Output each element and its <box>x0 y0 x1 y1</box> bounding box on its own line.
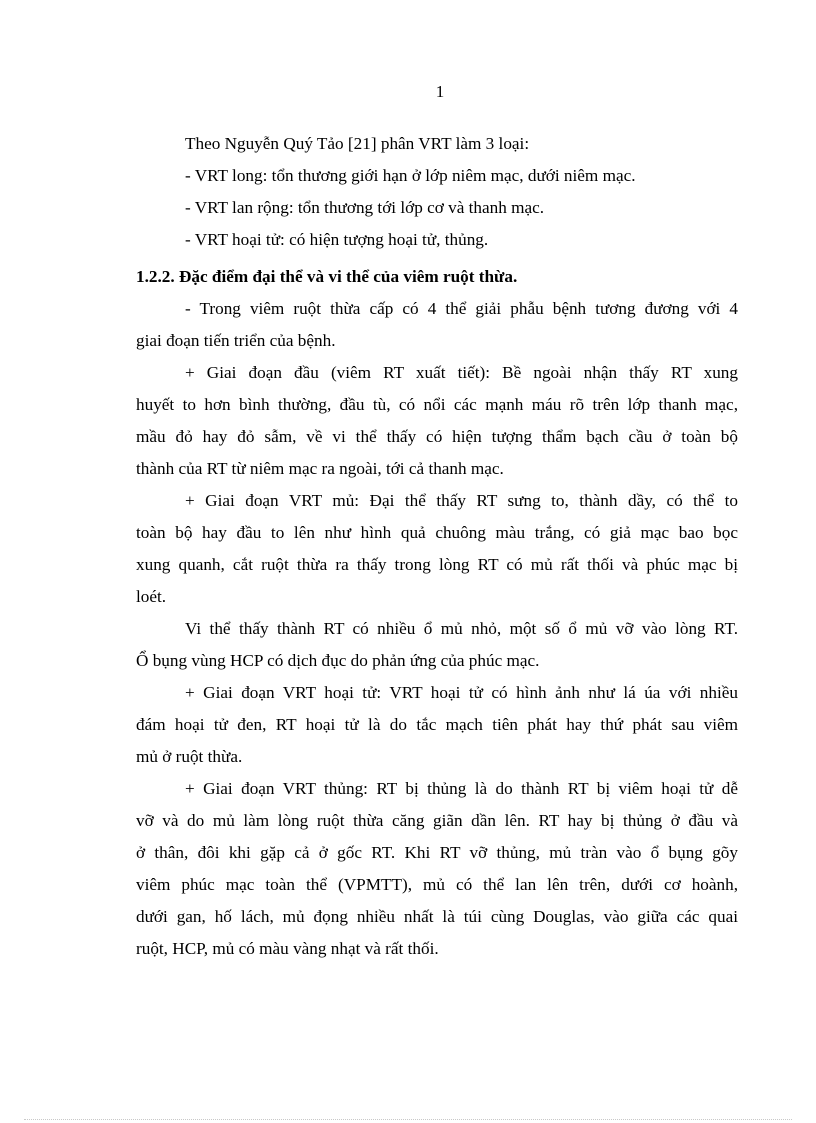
paragraph-line: loét. <box>136 587 167 606</box>
paragraph-line: + Giai đoạn đầu (viêm RT xuất tiết): Bề ngoài nhận thấy RT xung <box>185 363 738 382</box>
paragraph-line: ruột, HCP, mủ có màu vàng nhạt và rất thối. <box>136 939 439 958</box>
paragraph-line: vỡ và do mủ làm lòng ruột thừa căng giãn dần lên. RT hay bị thủng ở đầu và <box>136 811 738 830</box>
section-heading: 1.2.2. Đặc điểm đại thể và vi thể của viêm ruột thừa. <box>136 267 518 286</box>
paragraph-line: mầu đỏ hay đỏ sẫm, về vi thể thấy có hiện tượng thẩm bạch cầu ở toàn bộ <box>136 427 738 446</box>
paragraph-line: dưới gan, hố lách, mủ đọng nhiều nhất là túi cùng Douglas, vào giữa các quai <box>136 907 738 926</box>
list-item: - VRT hoại tử: có hiện tượng hoại tử, thủng. <box>185 230 489 249</box>
paragraph-line: - Trong viêm ruột thừa cấp có 4 thể giải phẫu bệnh tương đương với 4 <box>185 299 738 318</box>
list-item: - VRT lan rộng: tổn thương tới lớp cơ và thanh mạc. <box>185 198 545 217</box>
paragraph-line: xung quanh, cắt ruột thừa ra thấy trong lòng RT có mủ rất thối và phúc mạc bị <box>136 555 738 574</box>
paragraph-line: toàn bộ hay đầu to lên như hình quả chuông màu trắng, có giả mạc bao bọc <box>136 523 738 542</box>
paragraph-line: huyết to hơn bình thường, đầu tù, có nổi các mạnh máu rõ trên lớp thanh mạc, <box>136 395 738 414</box>
paragraph-line: + Giai đoạn VRT mủ: Đại thể thấy RT sưng to, thành dầy, có thể to <box>185 491 738 510</box>
page-number: 1 <box>435 82 445 101</box>
list-item: - VRT long: tổn thương giới hạn ở lớp niêm mạc, dưới niêm mạc. <box>185 166 636 185</box>
paragraph-line: viêm phúc mạc toàn thể (VPMTT), mủ có thể lan lên trên, dưới cơ hoành, <box>136 875 738 894</box>
paragraph-line: + Giai đoạn VRT thủng: RT bị thủng là do thành RT bị viêm hoại tử dễ <box>185 779 738 798</box>
page-bottom-divider <box>24 1119 792 1120</box>
paragraph-line: + Giai đoạn VRT hoại tử: VRT hoại tử có hình ảnh như lá úa với nhiều <box>185 683 738 702</box>
paragraph-line: thành của RT từ niêm mạc ra ngoài, tới cả thanh mạc. <box>136 459 504 478</box>
paragraph-line: ở thân, đôi khi gặp cả ở gốc RT. Khi RT vỡ thủng, mủ tràn vào ổ bụng gõy <box>136 843 738 862</box>
paragraph-line: đám hoại tử đen, RT hoại tử là do tắc mạch tiên phát hay thứ phát sau viêm <box>136 715 738 734</box>
paragraph-line: Ổ bụng vùng HCP có dịch đục do phản ứng của phúc mạc. <box>136 651 540 670</box>
paragraph-line: Vi thể thấy thành RT có nhiều ổ mủ nhỏ, một số ổ mủ vỡ vào lòng RT. <box>185 619 738 638</box>
paragraph-line: mủ ở ruột thừa. <box>136 747 243 766</box>
paragraph-line: giai đoạn tiến triển của bệnh. <box>136 331 336 350</box>
paragraph-line: Theo Nguyễn Quý Tảo [21] phân VRT làm 3 loại: <box>185 134 530 153</box>
document-body <box>136 128 738 965</box>
